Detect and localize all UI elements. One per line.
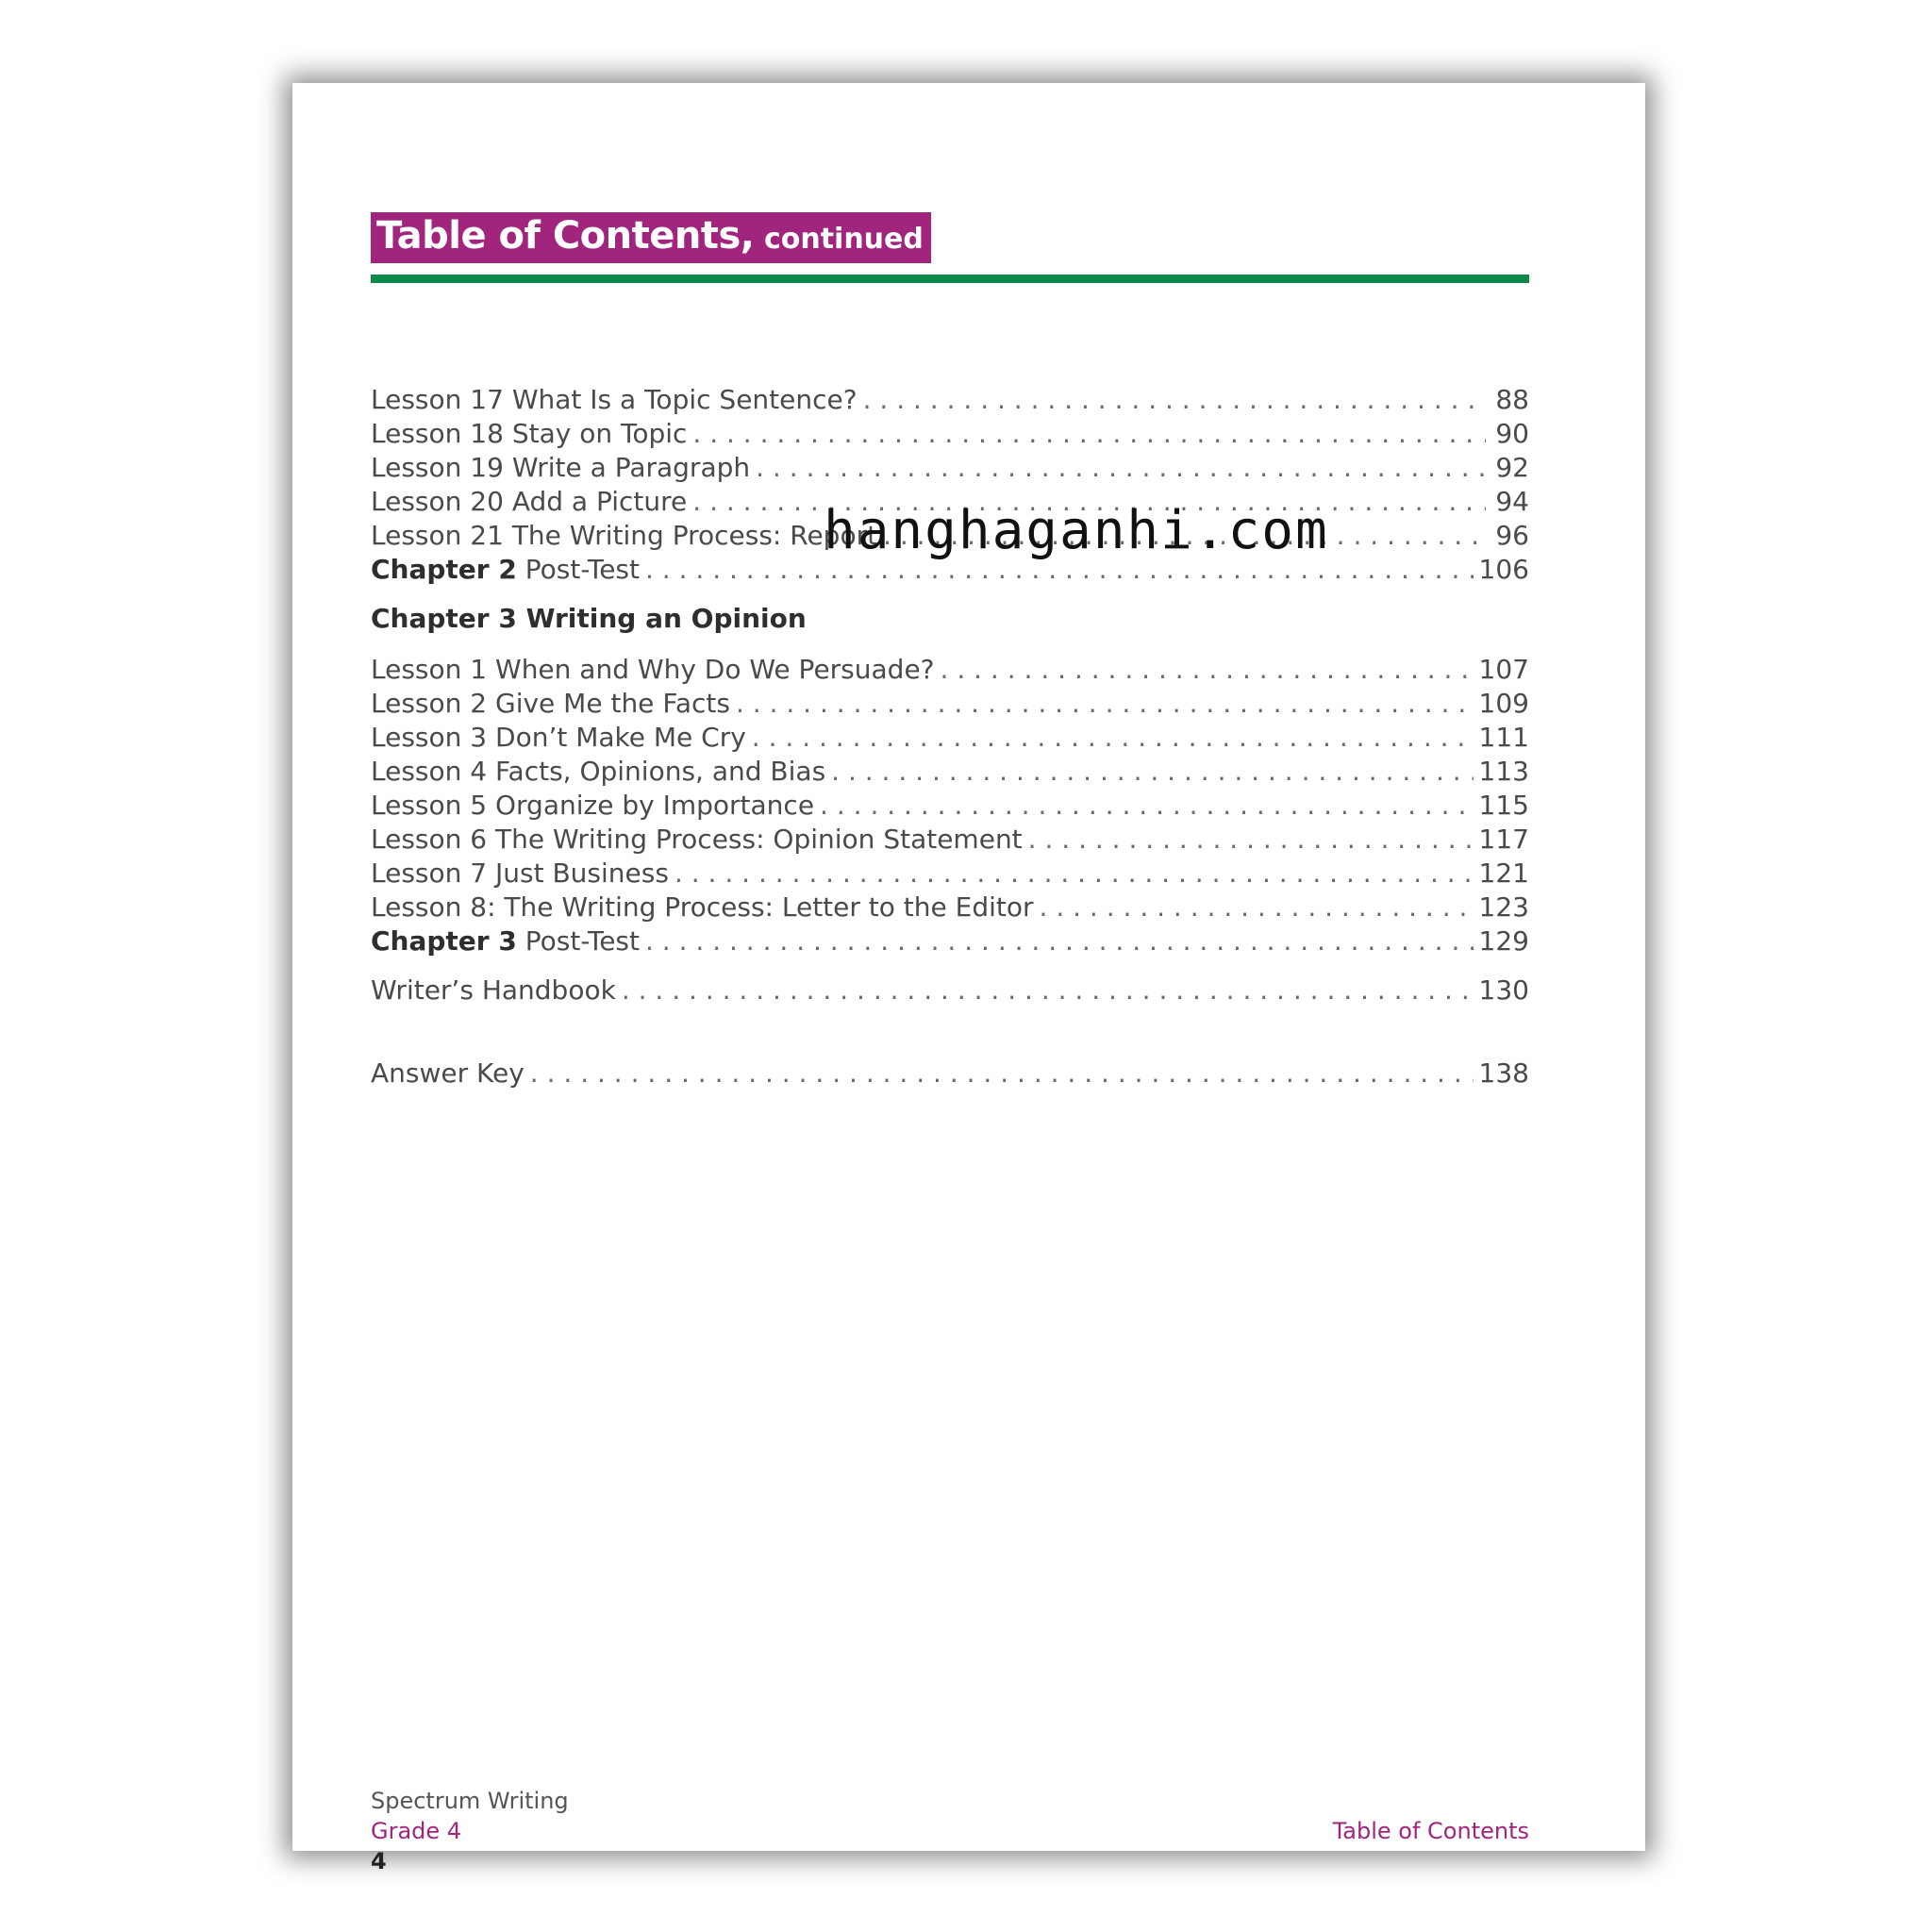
- toc-entry[interactable]: [371, 721, 1529, 755]
- toc-entry-label: Lesson 20 Add a Picture: [371, 486, 688, 517]
- toc-entry-handbook[interactable]: [371, 974, 1529, 1008]
- toc-entry-page: 129: [1478, 925, 1529, 957]
- spacer: [371, 1008, 1529, 1057]
- toc-entry-page: 111: [1478, 722, 1529, 753]
- toc-entry[interactable]: [371, 383, 1529, 417]
- posttest-label: Post-Test: [516, 554, 640, 585]
- toc-entry-page: 90: [1495, 418, 1529, 449]
- dot-leader: [645, 924, 1474, 958]
- footer-section-name: Table of Contents: [1332, 1818, 1529, 1844]
- dot-leader: [622, 974, 1474, 1008]
- toc-entry[interactable]: [371, 789, 1529, 823]
- dot-leader: [941, 653, 1474, 687]
- footer-book-info: [371, 1786, 569, 1876]
- chapter-heading: Chapter 3 Writing an Opinion: [371, 603, 807, 634]
- toc-entry-label: Lesson 4 Facts, Opinions, and Bias: [371, 756, 826, 787]
- toc-entry-label: [371, 924, 640, 958]
- toc-entry-page: 92: [1495, 452, 1529, 483]
- chapter-label: Chapter 3: [371, 925, 517, 957]
- toc-entry-page: 121: [1478, 858, 1529, 889]
- dot-leader: [831, 755, 1473, 789]
- title-divider: [371, 275, 1529, 283]
- toc-entry-page: 130: [1478, 974, 1529, 1006]
- dot-leader: [736, 687, 1474, 721]
- toc-entry-chapter3-posttest[interactable]: [371, 924, 1529, 958]
- dot-leader: [692, 417, 1486, 451]
- toc-header: [371, 212, 1529, 283]
- toc-entry[interactable]: [371, 653, 1529, 687]
- toc-entry-label: Answer Key: [371, 1058, 525, 1089]
- toc-entry-label: Lesson 2 Give Me the Facts: [371, 688, 730, 719]
- toc-entry[interactable]: [371, 755, 1529, 789]
- toc-entry-page: 117: [1478, 824, 1529, 855]
- toc-entry-label: Lesson 7 Just Business: [371, 858, 669, 889]
- dot-leader: [1040, 891, 1474, 924]
- dot-leader: [820, 789, 1474, 823]
- toc-entry-label: Lesson 21 The Writing Process: Report: [371, 520, 878, 551]
- toc-entry-label: Writer’s Handbook: [371, 974, 616, 1006]
- toc-entry[interactable]: [371, 687, 1529, 721]
- watermark-text: hanghaganhi.com: [824, 500, 1329, 561]
- page-title: Table of Contents,: [376, 214, 755, 258]
- toc-entry-label: Lesson 19 Write a Paragraph: [371, 452, 751, 483]
- toc-entry-page: 107: [1478, 654, 1529, 685]
- toc-entry-page: 113: [1478, 756, 1529, 787]
- toc-entry[interactable]: [371, 451, 1529, 485]
- toc-entry[interactable]: [371, 891, 1529, 924]
- footer-grade: Grade 4: [371, 1818, 462, 1844]
- footer-page-number: 4: [371, 1848, 387, 1874]
- dot-leader: [752, 721, 1474, 755]
- toc-entry-page: 94: [1495, 486, 1529, 517]
- dot-leader: [530, 1057, 1474, 1091]
- title-banner: [371, 212, 931, 263]
- toc-entry-label: Lesson 5 Organize by Importance: [371, 790, 815, 821]
- dot-leader: [863, 383, 1486, 417]
- toc-entry-page: 88: [1495, 384, 1529, 415]
- toc-list: [371, 383, 1529, 1091]
- dot-leader: [675, 857, 1474, 891]
- toc-entry-label: [371, 553, 640, 587]
- toc-entry-label: Lesson 18 Stay on Topic: [371, 418, 688, 449]
- page-title-continued: continued: [754, 223, 924, 256]
- toc-entry-page: 106: [1478, 554, 1529, 585]
- toc-entry-label: Lesson 17 What Is a Topic Sentence?: [371, 384, 858, 415]
- toc-entry-page: 138: [1478, 1058, 1529, 1089]
- spacer: [371, 958, 1529, 974]
- toc-entry-page: 109: [1478, 688, 1529, 719]
- toc-entry-page: 115: [1478, 790, 1529, 821]
- toc-entry-page: 96: [1495, 520, 1529, 551]
- toc-entry-label: Lesson 3 Don’t Make Me Cry: [371, 722, 746, 753]
- toc-entry[interactable]: [371, 857, 1529, 891]
- dot-leader: [1028, 823, 1474, 857]
- toc-entry[interactable]: [371, 823, 1529, 857]
- dot-leader: [756, 451, 1486, 485]
- chapter-label: Chapter 2: [371, 554, 517, 585]
- toc-entry-answer-key[interactable]: [371, 1057, 1529, 1091]
- footer-series: Spectrum Writing: [371, 1788, 569, 1814]
- posttest-label: Post-Test: [516, 925, 640, 957]
- toc-entry[interactable]: [371, 417, 1529, 451]
- document-page: [292, 83, 1645, 1874]
- toc-entry-label: Lesson 8: The Writing Process: Letter to the Editor: [371, 891, 1034, 923]
- toc-entry-label: Lesson 6 The Writing Process: Opinion Statement: [371, 824, 1023, 855]
- toc-entry-label: Lesson 1 When and Why Do We Persuade?: [371, 654, 935, 685]
- toc-entry-page: 123: [1478, 891, 1529, 923]
